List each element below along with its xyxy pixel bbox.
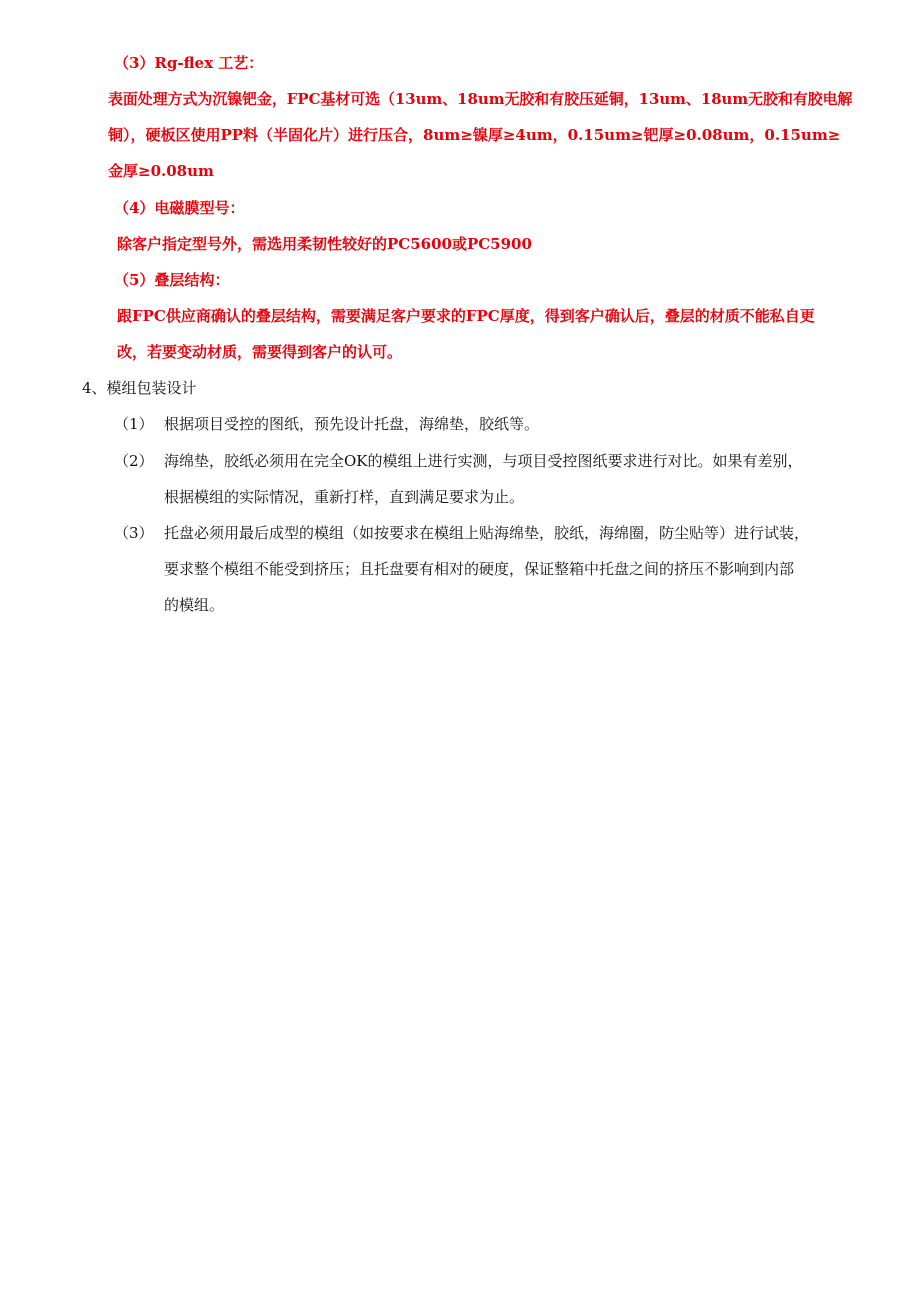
packaging-title: 4、模组包装设计 — [82, 379, 197, 397]
packaging-item-2-line-1: 海绵垫，胶纸必须用在完全OK的模组上进行实测，与项目受控图纸要求进行对比。如果有差别， — [164, 452, 803, 470]
section3-line-1: 表面处理方式为沉镍钯金，FPC基材可选（13um、18um无胶和有胶压延铜，13um、18um无胶和有胶电解 — [108, 90, 853, 108]
section3-heading: （3）Rg-flex 工艺： — [114, 54, 264, 72]
packaging-item-3-line-2: 要求整个模组不能受到挤压；且托盘要有相对的硬度，保证整箱中托盘之间的挤压不影响到内部 — [164, 560, 795, 578]
section4-text: 除客户指定型号外，需选用柔韧性较好的PC5600或PC5900 — [117, 235, 532, 253]
section5-heading: （5）叠层结构： — [114, 271, 230, 289]
packaging-item-2-number: （2） — [114, 452, 154, 470]
section5-line-2: 改，若要变动材质，需要得到客户的认可。 — [117, 343, 403, 361]
section4-heading: （4）电磁膜型号： — [114, 199, 245, 217]
packaging-item-2-line-2: 根据模组的实际情况，重新打样，直到满足要求为止。 — [164, 488, 525, 506]
section3-line-3: 金厚≥0.08um — [108, 162, 214, 180]
packaging-item-3-line-1: 托盘必须用最后成型的模组（如按要求在模组上贴海绵垫，胶纸，海绵圈，防尘贴等）进行试装， — [164, 524, 810, 542]
packaging-item-1-line-1: 根据项目受控的图纸，预先设计托盘，海绵垫，胶纸等。 — [164, 415, 540, 433]
packaging-item-3-number: （3） — [114, 524, 154, 542]
section5-line-1: 跟FPC供应商确认的叠层结构，需要满足客户要求的FPC厚度，得到客户确认后，叠层的材质不能私自更 — [117, 307, 815, 325]
packaging-item-1-number: （1） — [114, 415, 154, 433]
section3-line-2: 铜），硬板区使用PP料（半固化片）进行压合，8um≥镍厚≥4um，0.15um≥钯厚≥0.08um，0.15um≥ — [108, 126, 841, 144]
packaging-item-3-line-3: 的模组。 — [164, 596, 225, 614]
